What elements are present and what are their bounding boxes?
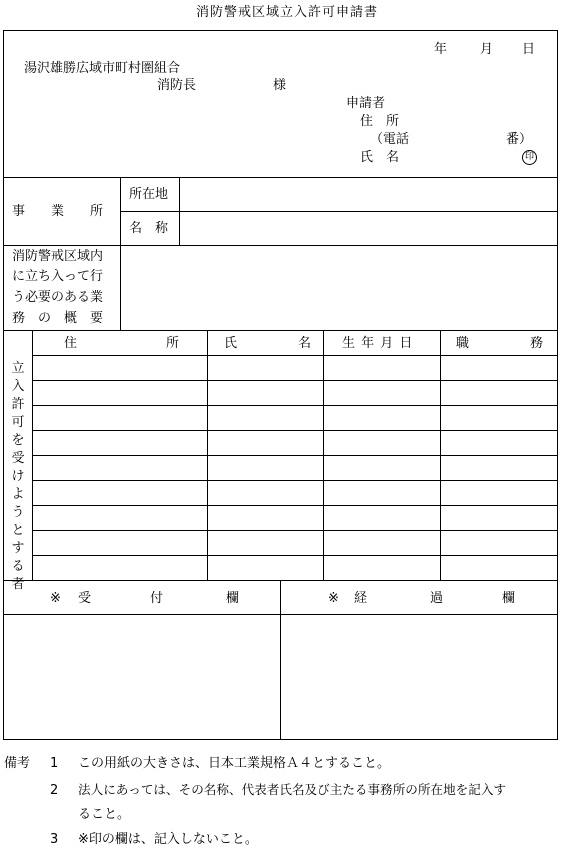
progress-label: 欄 bbox=[502, 591, 516, 606]
receipt-label: 受 bbox=[78, 591, 92, 606]
date-month: 月 bbox=[480, 42, 494, 57]
col-job-a: 職 bbox=[456, 336, 470, 351]
date-year: 年 bbox=[434, 42, 448, 57]
progress-label: 過 bbox=[430, 591, 444, 606]
persons-side-label: 立 入 許 可 を 受 け よ う と す る 者 bbox=[11, 361, 25, 592]
note-number: 3 bbox=[50, 832, 59, 847]
applicant-label: 申請者 bbox=[346, 96, 386, 111]
honorific: 様 bbox=[273, 78, 287, 93]
col-job-b: 務 bbox=[530, 336, 544, 351]
form-title: 消防警戒区域立入許可申請書 bbox=[195, 5, 378, 20]
receipt-label: 付 bbox=[150, 591, 164, 606]
establishment-name-label: 名 称 bbox=[129, 221, 169, 236]
seal-icon: 印 bbox=[522, 150, 537, 165]
location-label: 所在地 bbox=[129, 187, 169, 202]
note-text: 法人にあっては、その名称、代表者氏名及び主たる事務所の所在地を記入す bbox=[78, 782, 507, 797]
progress-label: 経 bbox=[354, 591, 368, 606]
col-name-b: 名 bbox=[298, 336, 312, 351]
notes-label: 備考 bbox=[4, 756, 31, 771]
date-day: 日 bbox=[522, 42, 536, 57]
receipt-mark: ※ bbox=[50, 591, 61, 606]
business-label-line: 消防警戒区域内 bbox=[12, 249, 104, 264]
business-label-line: う必要のある業 bbox=[12, 290, 104, 305]
establishment-label: 事 業 所 bbox=[12, 204, 104, 219]
col-name-a: 氏 bbox=[224, 336, 238, 351]
receipt-label: 欄 bbox=[226, 591, 240, 606]
col-address-b: 所 bbox=[166, 336, 180, 351]
note-text-continued: ること。 bbox=[78, 807, 131, 822]
note-text: ※印の欄は、記入しないこと。 bbox=[78, 832, 258, 847]
note-number: 1 bbox=[50, 756, 59, 771]
phone-open: （電話 bbox=[370, 132, 410, 147]
name-label: 氏 名 bbox=[360, 150, 400, 165]
col-birthdate: 生 年 月 日 bbox=[342, 336, 414, 351]
note-number: 2 bbox=[50, 783, 59, 798]
col-address-a: 住 bbox=[64, 336, 78, 351]
address-label: 住 所 bbox=[360, 114, 400, 129]
business-label-line: 務 の 概 要 bbox=[12, 311, 104, 326]
addressee-org: 湯沢雄勝広域市町村圏組合 bbox=[24, 61, 181, 76]
progress-mark: ※ bbox=[328, 591, 339, 606]
business-label-line: に立ち入って行 bbox=[12, 269, 104, 284]
addressee-title: 消防長 bbox=[157, 78, 197, 93]
note-text: この用紙の大きさは、日本工業規格Ａ４とすること。 bbox=[78, 756, 391, 771]
phone-close: 番） bbox=[506, 132, 533, 147]
